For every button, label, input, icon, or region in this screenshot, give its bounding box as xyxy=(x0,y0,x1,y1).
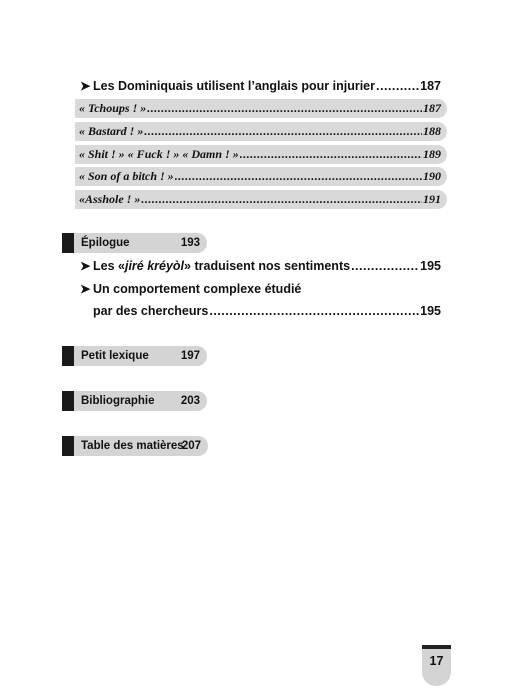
arrow-icon: ➤ xyxy=(80,259,91,273)
section-label xyxy=(74,391,207,411)
section-label xyxy=(74,436,208,456)
entry-title-line2: par des chercheurs xyxy=(93,304,209,318)
leader-dots xyxy=(147,99,422,118)
leader-dots xyxy=(351,257,419,275)
toc-subentry xyxy=(75,145,447,164)
leader-dots xyxy=(141,190,422,209)
toc-subentry xyxy=(75,99,447,118)
toc-subentry xyxy=(75,190,447,209)
subentry-page: 190 xyxy=(423,169,441,183)
section-marker xyxy=(62,346,74,366)
toc-entry-comportement xyxy=(80,280,441,298)
section-title: Table des matières xyxy=(81,440,184,452)
subentry-title: « Son of a bitch ! » xyxy=(79,169,174,183)
leader-dots xyxy=(240,145,422,164)
subentry-page: 188 xyxy=(423,124,441,138)
subentry-page: 187 xyxy=(423,101,441,115)
subentry-title: «Asshole ! » xyxy=(79,192,141,206)
leader-dots xyxy=(376,77,419,95)
section-marker xyxy=(62,391,74,411)
section-marker xyxy=(62,436,74,456)
section-title: Bibliographie xyxy=(81,395,155,407)
subentry-title: « Tchoups ! » xyxy=(79,101,147,115)
entry-page: 195 xyxy=(420,259,441,273)
section-title: Épilogue xyxy=(81,237,130,249)
section-label xyxy=(74,346,207,366)
entry-title-emphasis: jiré kréyòl xyxy=(124,259,185,273)
leader-dots xyxy=(209,302,419,320)
entry-page: 195 xyxy=(420,304,441,318)
subentry-title: « Bastard ! » xyxy=(79,124,144,138)
entry-title: Les Dominiquais utilisent l’anglais pour injurier xyxy=(93,79,375,93)
toc-entry-anglais xyxy=(80,77,441,95)
arrow-icon: ➤ xyxy=(80,282,91,296)
arrow-icon: ➤ xyxy=(80,79,91,93)
toc-entry-comportement-cont xyxy=(80,302,441,320)
subentry-page: 189 xyxy=(423,147,441,161)
section-page: 203 xyxy=(180,395,200,407)
section-page: 207 xyxy=(181,440,201,452)
section-label xyxy=(74,233,207,253)
section-page: 197 xyxy=(180,350,200,362)
leader-dots xyxy=(144,122,422,141)
section-page: 193 xyxy=(180,237,200,249)
toc-entry-jire-kreyol xyxy=(80,257,441,275)
entry-title-line1: Un comportement complexe étudié xyxy=(93,282,302,296)
subentry-title: « Shit ! » « Fuck ! » « Damn ! » xyxy=(79,147,239,161)
leader-dots xyxy=(175,167,422,186)
page-number: 17 xyxy=(422,649,451,686)
entry-title-pre: Les « xyxy=(93,259,125,273)
entry-title-post: » traduisent nos sentiments xyxy=(184,259,351,273)
toc-subentry xyxy=(75,167,447,186)
section-title: Petit lexique xyxy=(81,350,149,362)
entry-page: 187 xyxy=(420,79,441,93)
subentry-page: 191 xyxy=(423,192,441,206)
section-marker xyxy=(62,233,74,253)
toc-subentry xyxy=(75,122,447,141)
